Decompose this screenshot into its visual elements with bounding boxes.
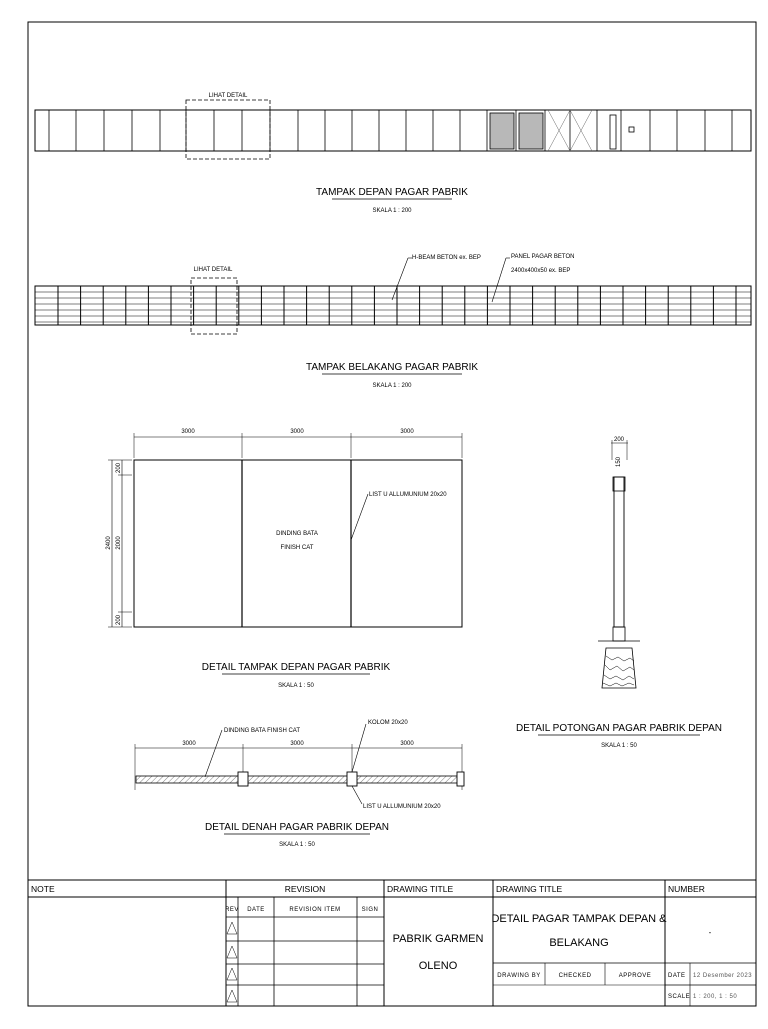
date-value: 12 Desember 2023: [693, 973, 753, 979]
scale-value: 1 : 200, 1 : 50: [693, 994, 738, 1000]
date-label: DATE: [668, 973, 686, 979]
revision-header: REVISION: [284, 884, 326, 894]
gate-glass-panel-left: [490, 113, 514, 149]
col-revision-item: REVISION ITEM: [289, 907, 341, 913]
plan-column-1: [238, 772, 248, 786]
drawing-by-label: DRAWING BY: [497, 973, 541, 979]
note-header: NOTE: [31, 884, 55, 894]
front-detail-callout-box: [186, 100, 270, 159]
col-rev: REV: [225, 907, 239, 913]
revision-triangles: [227, 922, 237, 1002]
plan-dim-2: 3000: [290, 741, 304, 747]
front-detail-callout-label: LIHAT DETAIL: [208, 93, 248, 99]
section-title: DETAIL POTONGAN PAGAR PABRIK DEPAN: [516, 723, 722, 734]
rear-elevation-scale: SKALA 1 : 200: [372, 383, 412, 389]
detail-front-wall-label-2: FINISH CAT: [280, 545, 314, 551]
scale-label: SCALE: [668, 994, 691, 1000]
detail-front-scale: SKALA 1 : 50: [278, 683, 314, 689]
sheet-border: [28, 22, 756, 1006]
detail-front-dim-3: 3000: [400, 429, 414, 435]
plan-dim-3: 3000: [400, 741, 414, 747]
rear-elevation-title: TAMPAK BELAKANG PAGAR PABRIK: [305, 362, 479, 373]
detail-front-title: DETAIL TAMPAK DEPAN PAGAR PABRIK: [201, 662, 391, 673]
plan-wall: [136, 776, 462, 783]
section-foundation-stones: [603, 656, 634, 686]
plan-list-label: LIST U ALLUMUNIUM 20x20: [363, 804, 441, 810]
rear-elevation: [35, 254, 751, 389]
panel-label-line-2: 2400x400x50 ex. BEP: [511, 268, 571, 274]
front-elevation-title: TAMPAK DEPAN PAGAR PABRIK: [316, 187, 468, 198]
gate-glass-panel-right: [519, 113, 543, 149]
title-block: [28, 880, 756, 1006]
section-dim-top: 200: [613, 437, 625, 443]
guard-door: [610, 115, 616, 149]
front-fence-bays: [49, 110, 732, 151]
number-value: -: [708, 928, 712, 937]
detail-front-dim-middle: 2000: [116, 536, 122, 550]
drawing-title-header-2: DRAWING TITLE: [496, 884, 563, 894]
section-sloof: [613, 627, 625, 641]
plan-wall-label: DINDING BATA FINISH CAT: [224, 728, 301, 734]
front-elevation: [35, 93, 751, 214]
section-foundation: [602, 648, 636, 688]
plan-column-label: KOLOM 20x20: [368, 720, 408, 726]
detail-front-list-label: LIST U ALLUMUNIUM 20x20: [369, 492, 447, 498]
col-date: DATE: [247, 907, 265, 913]
detail-front-elevation: [106, 429, 462, 689]
drawing-title-header-1: DRAWING TITLE: [387, 884, 454, 894]
small-sign: [629, 127, 634, 132]
col-sign: SIGN: [361, 907, 379, 913]
sheet-title-1: DETAIL PAGAR TAMPAK DEPAN &: [491, 913, 667, 925]
plan-title: DETAIL DENAH PAGAR PABRIK DEPAN: [205, 822, 389, 833]
front-fence-outline: [35, 110, 751, 151]
section-wall: [614, 477, 624, 627]
plan-scale: SKALA 1 : 50: [279, 842, 315, 848]
plan-column-2: [347, 772, 357, 786]
number-header: NUMBER: [668, 884, 705, 894]
section-dim-small: 150: [616, 456, 622, 468]
front-elevation-scale: SKALA 1 : 200: [372, 208, 412, 214]
detail-section: [516, 437, 722, 749]
detail-plan: [135, 720, 464, 848]
checked-label: CHECKED: [558, 973, 592, 979]
approve-label: APPROVE: [618, 973, 652, 979]
detail-front-wall-label-1: DINDING BATA: [276, 531, 318, 537]
detail-front-dim-bottom: 200: [116, 614, 122, 626]
section-scale: SKALA 1 : 50: [601, 743, 637, 749]
detail-front-wall: [134, 460, 462, 627]
rear-detail-callout-label: LIHAT DETAIL: [193, 267, 233, 273]
section-top-beam: [613, 477, 625, 491]
project-name-2: OLENO: [418, 960, 458, 972]
detail-front-dim-2: 3000: [290, 429, 304, 435]
detail-front-dim-total-height: 2400: [106, 536, 112, 550]
plan-dim-1: 3000: [182, 741, 196, 747]
hbeam-label: H-BEAM BETON ex. BEP: [412, 255, 481, 261]
detail-front-dim-1: 3000: [181, 429, 195, 435]
rear-fence-panels: [35, 286, 751, 325]
plan-column-end: [457, 772, 464, 786]
project-name-1: PABRIK GARMEN: [392, 933, 484, 945]
sheet-title-2: BELAKANG: [549, 937, 609, 949]
panel-label-line-1: PANEL PAGAR BETON: [511, 254, 575, 260]
detail-front-dim-top: 200: [116, 462, 122, 474]
